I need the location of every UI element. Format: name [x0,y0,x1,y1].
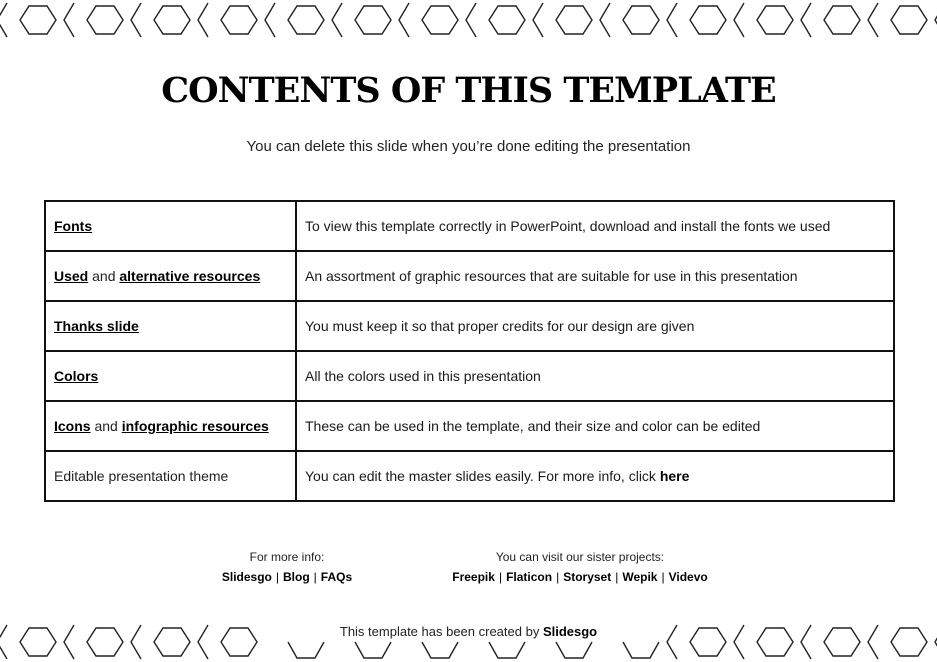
row-name-cell [45,251,296,301]
link-separator: | [313,570,317,584]
row-description-cell [296,401,894,451]
table-row [45,351,894,401]
hexagon-icon [87,6,123,34]
sister-link-videvo[interactable]: Videvo [668,570,708,584]
resource-link[interactable]: Thanks slide [54,318,139,334]
hexagon-fragment-icon [422,642,458,658]
sister-link-storyset[interactable]: Storyset [563,570,612,584]
row-name-cell [45,301,296,351]
hexagon-icon [288,6,324,34]
row-name-cell [45,351,296,401]
footer-more-info-label: For more info: [249,550,325,564]
contents-table [44,200,895,502]
hexagon-icon [221,6,257,34]
resource-link[interactable]: Used [54,268,89,284]
sister-link-freepik[interactable]: Freepik [452,570,495,584]
credit-prefix: This template has been created by [339,624,543,639]
resource-link[interactable]: alternative resources [119,268,261,284]
row-description-cell [296,351,894,401]
table-row [45,401,894,451]
hexagon-icon [623,6,659,34]
row-name-text: and [88,268,120,284]
row-description: An assortment of graphic resources that are suitable for use in this presentation [305,268,798,284]
row-name-cell [45,451,296,501]
table-row [45,301,894,351]
row-name-text: and [90,418,122,434]
footer-sister-projects [430,550,730,584]
row-description-cell [296,451,894,501]
hexagon-fragment-icon [623,642,659,658]
hexagon-icon [20,6,56,34]
chevron-icon [265,3,275,37]
footer-link-slidesgo[interactable]: Slidesgo [221,570,272,584]
table-row [45,451,894,501]
resource-link[interactable]: Fonts [54,218,93,234]
link-separator: | [275,570,279,584]
chevron-icon [64,3,74,37]
hexagon-fragment-icon [489,642,525,658]
chevron-icon [0,3,7,37]
footer-sister-links [430,570,730,584]
here-link[interactable]: here [659,468,690,484]
hexagon-icon [690,6,726,34]
row-name-text: Editable presentation theme [54,468,229,484]
row-name-cell [45,401,296,451]
footer-more-info-links [187,570,387,584]
hexagon-icon [355,6,391,34]
resource-link[interactable]: infographic resources [121,418,269,434]
row-description-cell [296,201,894,251]
footer-link-faqs[interactable]: FAQs [320,570,353,584]
hexagon-icon [891,6,927,34]
chevron-icon [466,3,476,37]
chevron-icon [801,3,811,37]
chevron-icon [399,3,409,37]
row-description: You must keep it so that proper credits for our design are given [305,318,695,334]
hexagon-icon [757,6,793,34]
resource-link[interactable]: Colors [54,368,99,384]
chevron-icon [131,3,141,37]
sister-link-wepik[interactable]: Wepik [622,570,658,584]
chevron-icon [734,3,744,37]
chevron-icon [600,3,610,37]
chevron-icon [868,3,878,37]
row-description: To view this template correctly in PowerPoint, download and install the fonts we used [305,218,831,234]
hexagon-fragment-icon [556,642,592,658]
chevron-icon [667,3,677,37]
hexagon-icon [824,6,860,34]
row-description: These can be used in the template, and their size and color can be edited [305,418,761,434]
sister-link-flaticon[interactable]: Flaticon [506,570,553,584]
hexagon-fragment-icon [288,642,324,658]
link-separator: | [615,570,619,584]
page-subtitle: You can delete this slide when you’re done editing the presentation [246,138,691,155]
hexagon-icon [422,6,458,34]
hexagon-fragment-icon [355,642,391,658]
row-name-cell [45,201,296,251]
page-title: CONTENTS OF THIS TEMPLATE [161,70,776,111]
footer-link-blog[interactable]: Blog [283,570,310,584]
hexagon-border-top-icon [0,0,937,40]
link-separator: | [661,570,665,584]
hexagon-icon [489,6,525,34]
link-separator: | [498,570,503,584]
resource-link[interactable]: Icons [54,418,91,434]
hexagon-icon [154,6,190,34]
table-row [45,201,894,251]
footer-sister-label: You can visit our sister projects: [495,550,665,564]
chevron-icon [198,3,208,37]
chevron-icon [533,3,543,37]
credit-line [0,624,937,639]
row-description-cell [296,301,894,351]
hexagon-icon [556,6,592,34]
footer-more-info [187,550,387,584]
row-description-cell [296,251,894,301]
link-separator: | [556,570,560,584]
table-row [45,251,894,301]
credit-brand-link[interactable]: Slidesgo [542,624,598,639]
row-description: All the colors used in this presentation [305,368,541,384]
chevron-icon [332,3,342,37]
row-description: You can edit the master slides easily. For more info, click [305,468,660,484]
